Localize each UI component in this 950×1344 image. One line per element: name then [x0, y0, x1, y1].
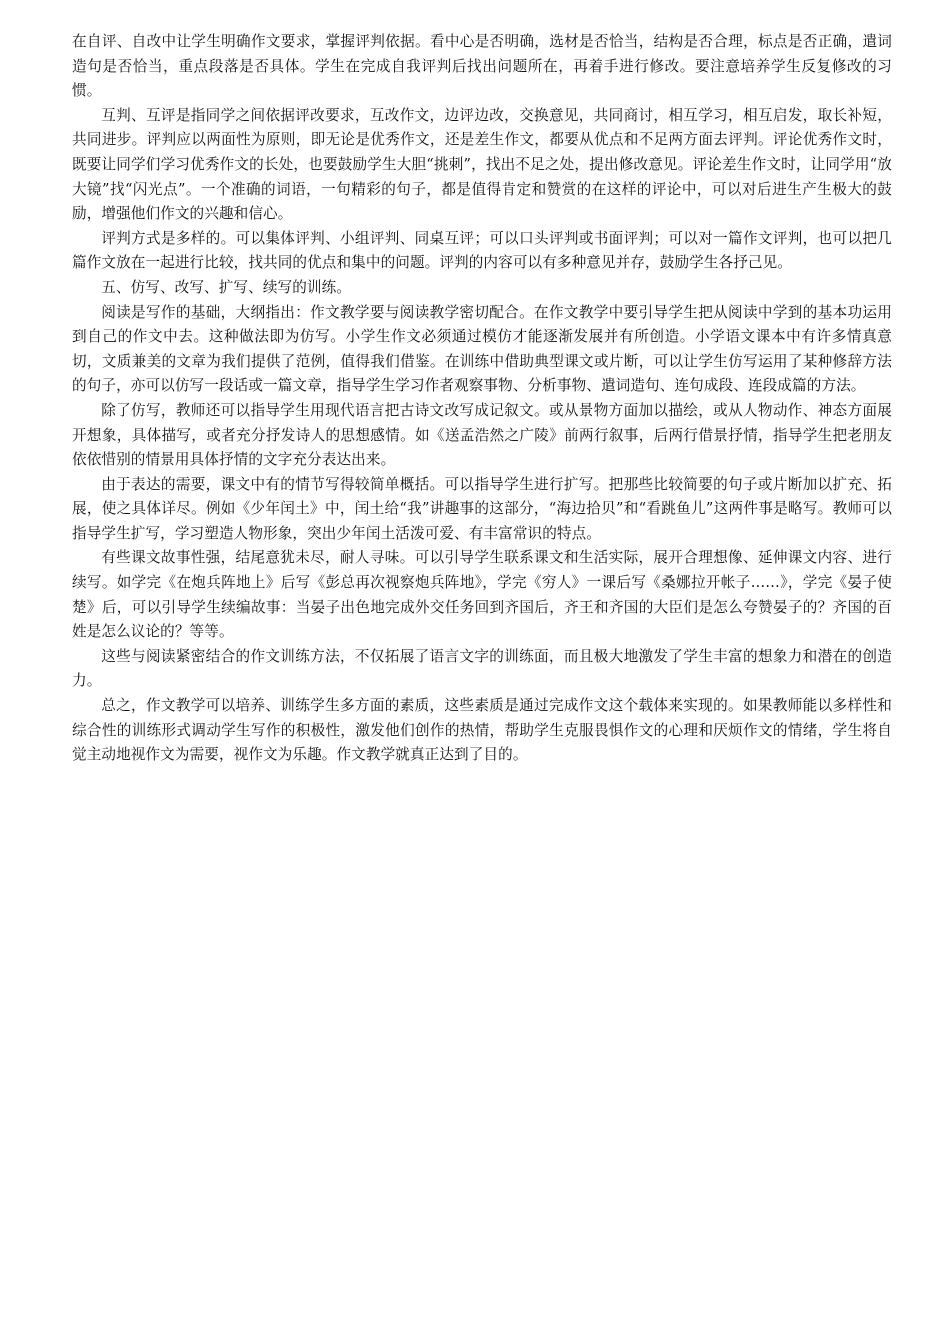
document-body [72, 30, 892, 768]
paragraph-self-review: 在自评、自改中让学生明确作文要求，掌握评判依据。看中心是否明确，选材是否恰当，结构是否合理，标点是否正确，遣词造句是否恰当，重点段落是否具体。学生在完成自我评判后找出问题所在，再着手进行修改。要注意培养学生反复修改的习惯。 [72, 33, 892, 100]
paragraph-peer-review: 互判、互评是指同学之间依据评改要求，互改作文，边评边改，交换意见，共同商讨，相互学习，相互启发，取长补短，共同进步。评判应以两面性为原则，即无论是优秀作文，还是差生作文，都要从优点和不足两方面去评判。评论优秀作文时，既要让同学们学习优秀作文的长处，也要鼓励学生大胆“挑刺”，找出不足之处，提出修改意见。评论差生作文时，让同学用“放大镜”找“闪光点”。一个准确的词语，一句精彩的句子，都是值得肯定和赞赏的在这样的评论中，可以对后进生产生极大的鼓励，增强他们作文的兴趣和信心。 [72, 106, 892, 223]
paragraph-continuation: 有些课文故事性强，结尾意犹未尽，耐人寻味。可以引导学生联系课文和生活实际，展开合理想像、延伸课文内容、进行续写。如学完《在炮兵阵地上》后写《彭总再次视察炮兵阵地》，学完《穷人》一课后写《桑娜拉开帐子……》，学完《晏子使楚》后，可以引导学生续编故事：当晏子出色地完成外交任务回到齐国后，齐王和齐国的大臣们是怎么夸赞晏子的？齐国的百姓是怎么议论的？等等。 [72, 549, 892, 641]
paragraph-imitation-writing: 阅读是写作的基础，大纲指出：作文教学要与阅读教学密切配合。在作文教学中要引导学生把从阅读中学到的基本功运用到自己的作文中去。这种做法即为仿写。小学生作文必须通过模仿才能逐渐发展并有所创造。小学语文课本中有许多情真意切，文质兼美的文章为我们提供了范例，值得我们借鉴。在训练中借助典型课文或片断，可以让学生仿写运用了某种修辞方法的句子，亦可以仿写一段话或一篇文章，指导学生学习作者观察事物、分析事物、遣词造句、连句成段、连段成篇的方法。 [72, 303, 892, 395]
paragraph-reading-integration: 这些与阅读紧密结合的作文训练方法，不仅拓展了语言文字的训练面，而且极大地激发了学生丰富的想象力和潜在的创造力。 [72, 647, 892, 690]
paragraph-rewriting: 除了仿写，教师还可以指导学生用现代语言把古诗文改写成记叙文。或从景物方面加以描绘，或从人物动作、神态方面展开想象，具体描写，或者充分抒发诗人的思想感情。如《送孟浩然之广陵》前两行叙事，后两行借景抒情，指导学生把老朋友依依惜别的情景用具体抒情的文字充分表达出来。 [72, 401, 892, 469]
paragraph-conclusion: 总之，作文教学可以培养、训练学生多方面的素质，这些素质是通过完成作文这个载体来实现的。如果教师能以多样性和综合性的训练形式调动学生写作的积极性，激发他们创作的热情，帮助学生克服畏惧作文的心理和厌烦作文的情绪，学生将自觉主动地视作文为需要，视作文为乐趣。作文教学就真正达到了目的。 [72, 697, 892, 764]
paragraph-expansion: 由于表达的需要，课文中有的情节写得较简单概括。可以指导学生进行扩写。把那些比较简要的句子或片断加以扩充、拓展，使之具体详尽。例如《少年闰土》中，闰土给“我”讲趣事的这部分，“海边拾贝”和“看跳鱼儿”这两件事是略写。教师可以指导学生扩写，学习塑造人物形象，突出少年闰土活泼可爱、有丰富常识的特点。 [72, 475, 892, 542]
section-heading-five: 五、仿写、改写、扩写、续写的训练。 [101, 278, 351, 296]
paragraph-review-methods: 评判方式是多样的。可以集体评判、小组评判、同桌互评；可以口头评判或书面评判；可以对一篇作文评判，也可以把几篇作文放在一起进行比较，找共同的优点和集中的问题。评判的内容可以有多种意见并存，鼓励学生各抒己见。 [72, 229, 892, 272]
